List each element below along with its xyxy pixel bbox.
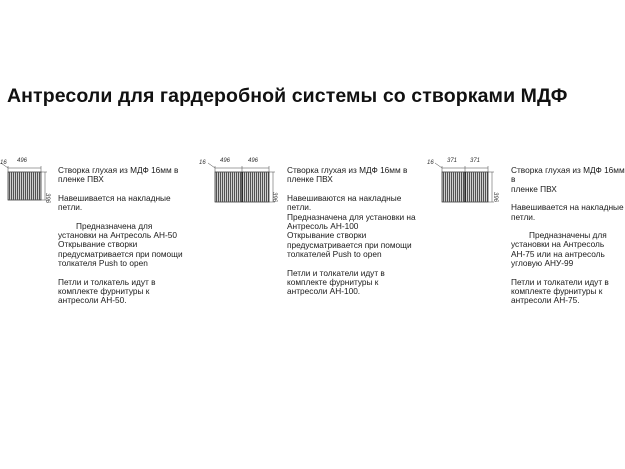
dim-thickness: 16 [427, 160, 434, 166]
desc-paragraph: Створка глухая из МДФ 16мм в пленке ПВХ [287, 165, 408, 185]
desc-paragraph: Створка глухая из МДФ 16мм в пленке ПВХ [511, 165, 625, 194]
desc-paragraph: Навешивается на накладные петли. [58, 192, 171, 213]
dim-width-right: 496 [248, 158, 259, 164]
desc-paragraph: Навешивается на накладные петли. [511, 202, 624, 222]
dim-thickness: 16 [0, 160, 7, 166]
desc-paragraph: Петли и толкатель идут в комплекте фурнитуры к антресоли АН-50. [58, 276, 156, 306]
desc-paragraph: Навешиваются на накладные петли. Предназначена для установки на Антресоль АН-100 Открывание створки предусматривается при помощи толкателей Push to open [287, 192, 416, 260]
desc-paragraph: Петли и толкатели идут в комплекте фурнитуры к антресоли АН-100. [287, 267, 385, 297]
dim-width-left: 371 [447, 158, 458, 164]
panel-drawing [424, 150, 504, 210]
panel-body [8, 172, 41, 200]
panel-drawing [195, 150, 285, 210]
desc-paragraph: Петли и толкатели идут в комплекте фурнитуры к антресоли АН-75. [511, 276, 609, 306]
dim-height: 396 [44, 193, 50, 204]
dim-height: 396 [492, 192, 498, 203]
desc-paragraph: Предназначена для установки на Антресоль АН-50 Открывание створки предусматривается при помощи толкателя Push to open [58, 220, 183, 269]
panel-shape [208, 163, 275, 202]
card-description [58, 166, 198, 315]
thickness-line [208, 163, 215, 168]
card-description [287, 166, 432, 306]
thickness-line [435, 163, 442, 168]
card-description [511, 166, 625, 315]
desc-paragraph: Предназначены для установки на Антресоль АН-75 или на антресоль угловую АНУ-99 [511, 230, 607, 269]
dim-width: 496 [17, 158, 28, 164]
panel-shape [435, 163, 494, 202]
dim-width-right: 371 [470, 158, 481, 164]
panel-shape [1, 163, 47, 200]
dim-width-left: 496 [220, 158, 231, 164]
dim-height: 396 [271, 192, 277, 203]
dim-thickness: 16 [199, 160, 206, 166]
page-title: Антресоли для гардеробной системы со створками МДФ [7, 85, 568, 107]
desc-paragraph: Створка глухая из МДФ 16мм в пленке ПВХ [58, 165, 179, 185]
panel-drawing [0, 150, 60, 210]
